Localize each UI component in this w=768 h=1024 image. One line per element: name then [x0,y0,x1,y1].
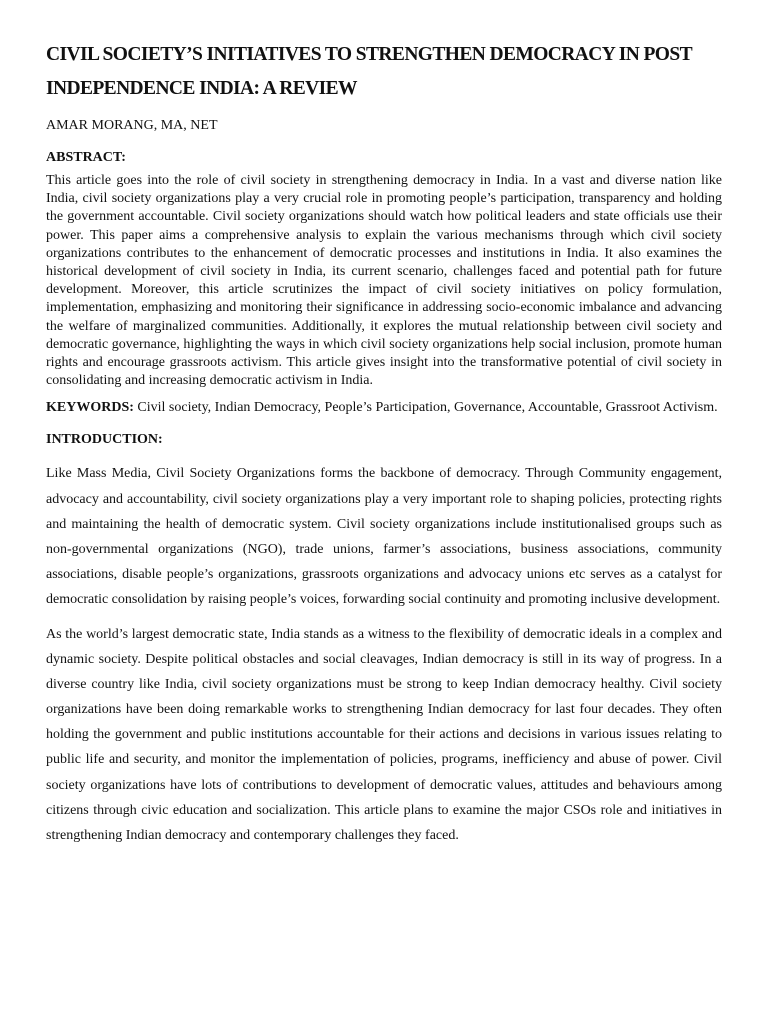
paper-title-line-1: CIVIL SOCIETY’S INITIATIVES TO STRENGTHEN DEMOCRACY IN POST [46,44,693,65]
keywords-text: Civil society, Indian Democracy, People’s Participation, Governance, Accountable, Grassroot Activism. [133,400,718,416]
abstract-body: This article goes into the role of civil society in strengthening democracy in India. In a vast and diverse nation like India, civil society organizations play a very crucial role in promoting people’s participation, transparency and holding the government accountable. Civil society organizations should watch how political leaders and state officials use their power. This paper aims a comprehensive analysis to explain the various mechanisms through which civil society organizations contributes to the enhancement of democratic processes and institutions in India. It also examines the historical development of civil society in India, its current scenario, challenges faced and potential path for future development. Moreover, this article scrutinizes the impact of civil society initiatives on policy formulation, implementation, emphasizing and monitoring their significance in addressing socio-economic imbalance and advancing the welfare of marginalized communities. Additionally, it explores the mutual relationship between civil society and democratic governance, highlighting the ways in which civil society organizations help social inclusion, promote human rights and encourage grassroots activism. This article gives insight into the transformative potential of civil society in consolidating and increasing democratic activism in India. [46,173,722,389]
paper-title-line-2: INDEPENDENCE INDIA: A REVIEW [46,78,357,99]
introduction-paragraph-2: As the world’s largest democratic state, India stands as a witness to the flexibility of democratic ideals in a complex and dynamic society. Despite political obstacles and social cleavages, Indian democracy is still in its way of progress. In a diverse country like India, civil society organizations must be strong to keep Indian democracy healthy. Civil society organizations have been doing remarkable works to strengthening Indian democracy for last four decades. They often holding the government and public institutions accountable for their actions and decisions in various issues relating to public life and security, and monitor the implementation of policies, programs, inefficiency and abuse of power. Civil society organizations have lots of contributions to development of democratic values, attitudes and behaviours among citizens through civic education and socialization. This article plans to examine the major CSOs role and initiatives in strengthening Indian democracy and contemporary challenges they faced. [46,627,722,843]
introduction-paragraph-1: Like Mass Media, Civil Society Organizations forms the backbone of democracy. Through Community engagement, advocacy and accountability, civil society organizations play a very important role to shaping policies, protecting rights and maintaining the health of democratic system. Civil society organizations include institutionalised groups such as non-governmental organizations (NGO), trade unions, farmer’s associations, business associations, community associations, disable people’s organizations, grassroots organizations and advocacy unions etc serves as a catalyst for democratic consolidation by raising people’s voices, forwarding social continuity and promoting inclusive development. [46,466,722,607]
introduction-heading: INTRODUCTION: [46,432,163,448]
author-line: AMAR MORANG, MA, NET [46,118,218,133]
abstract-heading: ABSTRACT: [46,150,126,165]
keywords-label: KEYWORDS: [46,400,134,416]
paper-title [46,38,722,106]
keywords-line [46,395,722,420]
document-page [46,38,722,848]
